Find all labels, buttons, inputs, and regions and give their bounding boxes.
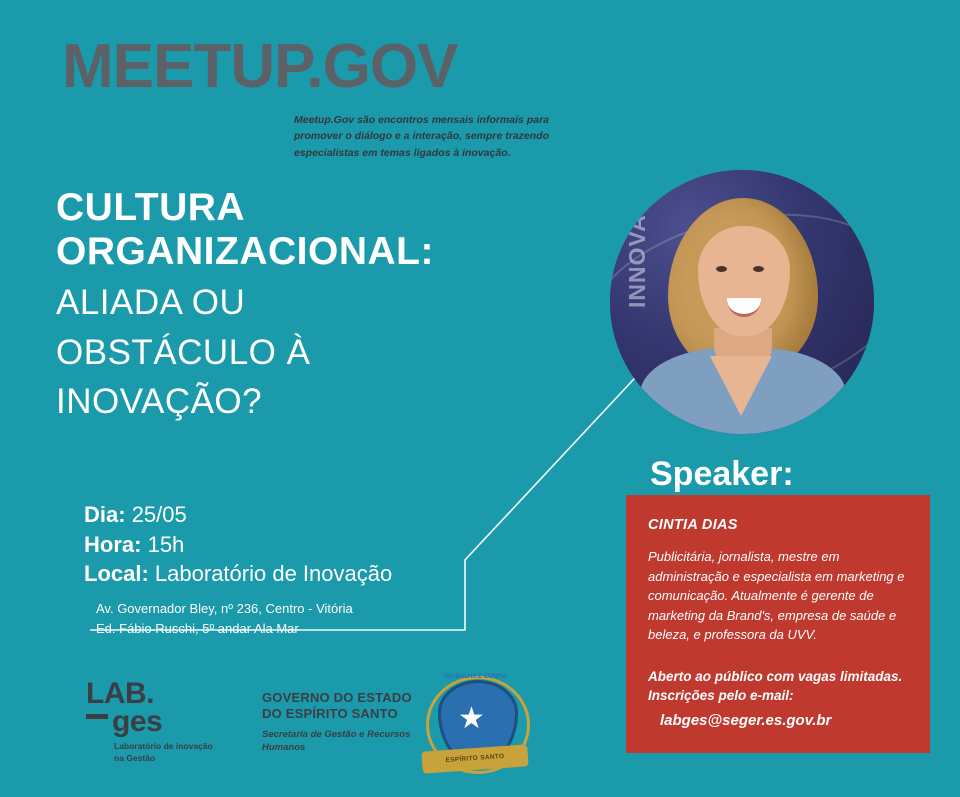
detail-place-label: Local: xyxy=(84,561,149,587)
gov-line-1: GOVERNO DO ESTADO DO ESPÍRITO SANTO xyxy=(262,690,412,721)
event-details xyxy=(84,500,392,638)
brand-title-main: MEETUP xyxy=(62,32,307,101)
headline-line-1: CULTURA xyxy=(56,186,246,229)
labges-lab-text: LAB. xyxy=(86,677,154,710)
brand-description: Meetup.Gov são encontros mensais informais para promover o diálogo e a interação, sempre trazendo especialistas em temas ligados à inovação. xyxy=(294,114,549,159)
brasao-star-icon: ★ xyxy=(458,702,485,735)
detail-day-label: Dia: xyxy=(84,502,126,527)
event-headline xyxy=(56,186,576,421)
event-address xyxy=(96,599,392,638)
headline-line-4: OBSTÁCULO À xyxy=(56,332,311,372)
labges-ges-text: ges xyxy=(112,704,163,738)
headline-line-5: INOVAÇÃO? xyxy=(56,381,263,421)
brand-title-suffix: .GOV xyxy=(306,32,458,101)
detail-place-value: Laboratório de Inovação xyxy=(154,561,393,587)
gov-line-2: Secretaria de Gestão e Recursos Humanos xyxy=(262,729,411,753)
footer-logos xyxy=(0,660,960,797)
detail-time-value: 15h xyxy=(147,531,185,557)
brasao-ribbon-text: ESPÍRITO SANTO xyxy=(445,752,505,765)
registration-email[interactable]: labges@seger.es.gov.br xyxy=(660,711,832,729)
brasao-icon xyxy=(420,674,530,784)
brand-header xyxy=(62,32,582,161)
speaker-eye-left xyxy=(716,266,727,272)
speaker-eye-right xyxy=(753,266,764,272)
logo-labges xyxy=(86,677,216,764)
labges-tagline: Laboratório de inovação na Gestão xyxy=(114,741,213,763)
logo-governo-es xyxy=(262,690,432,755)
detail-day xyxy=(84,500,392,530)
brasao-top-text: TRABALHA E CONFIA xyxy=(443,674,507,680)
speaker-bio: Publicitária, jornalista, mestre em administração e especialista em marketing e comunicação. Atualmente é gerente de marketing da Brand's, empresa de saúde e beleza, e professora da UVV. xyxy=(648,549,905,642)
detail-time xyxy=(84,530,392,560)
brand-title xyxy=(62,32,582,101)
detail-day-value: 25/05 xyxy=(131,502,187,527)
speaker-name: CINTIA DIAS xyxy=(648,517,738,533)
cta-line-1: Aberto ao público com vagas limitadas. xyxy=(648,668,903,684)
detail-place xyxy=(84,559,392,589)
speaker-photo xyxy=(610,170,874,434)
address-line-1: Av. Governador Bley, nº 236, Centro - Vitória xyxy=(96,601,353,617)
labges-bar-icon xyxy=(86,714,108,719)
address-line-2: Ed. Fábio Ruschi, 5º andar Ala Mar xyxy=(96,620,299,636)
speaker-title: Speaker: xyxy=(650,455,794,493)
cta-line-2: Inscrições pelo e-mail: xyxy=(648,688,794,704)
headline-line-3: ALIADA OU xyxy=(56,283,246,323)
detail-time-label: Hora: xyxy=(84,531,142,557)
photo-watermark-text: INNOVATIO xyxy=(624,174,650,308)
headline-line-2: ORGANIZACIONAL: xyxy=(56,229,434,273)
